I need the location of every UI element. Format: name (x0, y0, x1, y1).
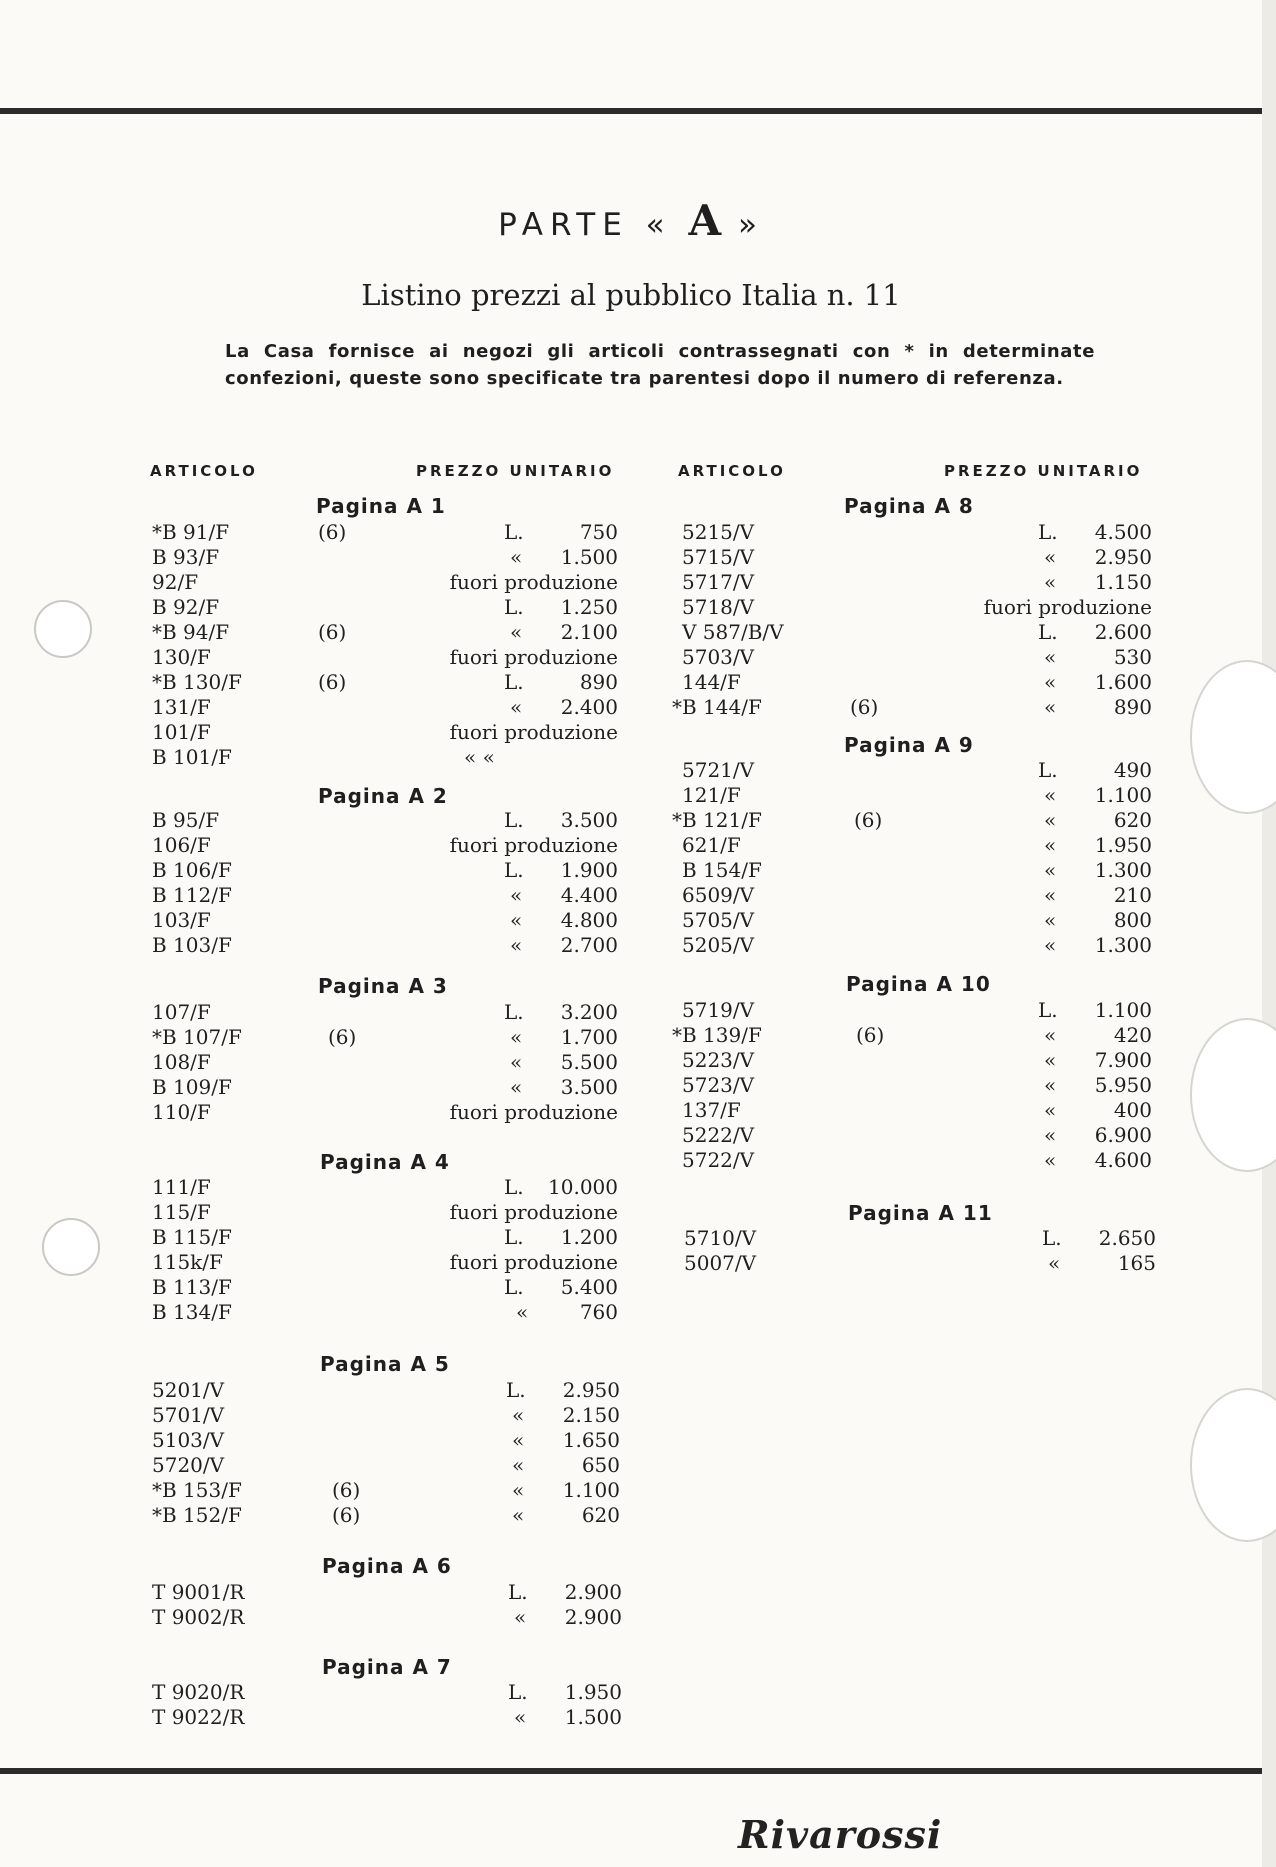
price-row (672, 545, 1152, 570)
article-code: 108/F (152, 1050, 211, 1074)
currency-mark: L. (504, 858, 524, 882)
page-edge (1262, 0, 1276, 1867)
price: 1.150 (1094, 570, 1152, 594)
currency-mark: L. (1038, 758, 1058, 782)
article-code: B 134/F (152, 1300, 232, 1324)
price-row (138, 570, 618, 595)
article-code: *B 153/F (152, 1478, 242, 1502)
price: 165 (1117, 1251, 1156, 1275)
price: 1.950 (564, 1680, 622, 1704)
price-row (672, 833, 1152, 858)
article-code: B 112/F (152, 883, 232, 907)
left-prezzo-header: PREZZO UNITARIO (416, 462, 615, 480)
currency-mark: « (1044, 1148, 1057, 1172)
section-title: Pagina A 2 (318, 784, 448, 808)
price-row (138, 670, 618, 695)
price: 2.100 (560, 620, 618, 644)
currency-mark: L. (508, 1580, 528, 1604)
section-title: Pagina A 7 (322, 1655, 452, 1679)
currency-mark: « (1044, 858, 1057, 882)
price-row (138, 595, 618, 620)
price: 800 (1113, 908, 1152, 932)
price: 6.900 (1094, 1123, 1152, 1147)
title-letter: A (688, 196, 722, 245)
section-title: Pagina A 1 (316, 494, 446, 518)
price-row (672, 808, 1152, 833)
price: 3.500 (560, 808, 618, 832)
currency-mark: « (510, 620, 523, 644)
article-code: 5723/V (682, 1073, 755, 1097)
article-code: T 9020/R (152, 1680, 245, 1704)
article-code: 5703/V (682, 645, 755, 669)
article-code: T 9022/R (152, 1705, 245, 1729)
currency-mark: « (1044, 645, 1057, 669)
currency-mark: « (512, 1478, 525, 1502)
article-code: 5722/V (682, 1148, 755, 1172)
currency-mark: « (1044, 545, 1057, 569)
currency-mark: « (1044, 833, 1057, 857)
status-note: fuori produzione (449, 1100, 618, 1124)
price: 1.500 (560, 545, 618, 569)
ditto-marks: « « (464, 745, 495, 769)
pack-size: (6) (856, 1023, 885, 1047)
price: 3.500 (560, 1075, 618, 1099)
price-row (672, 933, 1152, 958)
section-title: Pagina A 6 (322, 1554, 452, 1578)
price: 1.100 (1094, 998, 1152, 1022)
article-code: 5720/V (152, 1453, 225, 1477)
article-code: *B 144/F (672, 695, 762, 719)
status-note: fuori produzione (983, 595, 1152, 619)
section-title: Pagina A 5 (320, 1352, 450, 1376)
price: 2.400 (560, 695, 618, 719)
currency-mark: « (1048, 1251, 1061, 1275)
currency-mark: L. (504, 595, 524, 619)
currency-mark: « (1044, 695, 1057, 719)
price-row (672, 1048, 1152, 1073)
price-row (138, 1605, 622, 1630)
status-note: fuori produzione (449, 1250, 618, 1274)
price: 1.300 (1094, 858, 1152, 882)
binder-hole-top (34, 600, 92, 658)
article-code: *B 107/F (152, 1025, 242, 1049)
currency-mark: « (1044, 1123, 1057, 1147)
article-code: 5701/V (152, 1403, 225, 1427)
title-prefix: PARTE « (498, 207, 672, 243)
price-row (138, 1250, 618, 1275)
currency-mark: « (510, 908, 523, 932)
price-row (138, 908, 618, 933)
article-code: 5222/V (682, 1123, 755, 1147)
price: 10.000 (548, 1175, 618, 1199)
article-code: 121/F (682, 783, 741, 807)
article-code: B 106/F (152, 858, 232, 882)
article-code: 5103/V (152, 1428, 225, 1452)
left-price-column (138, 0, 622, 1867)
price-row (672, 998, 1152, 1023)
currency-mark: « (1044, 933, 1057, 957)
currency-mark: L. (1038, 620, 1058, 644)
price: 2.150 (562, 1403, 620, 1427)
price-row (138, 1075, 618, 1100)
currency-mark: « (1044, 883, 1057, 907)
price: 1.100 (562, 1478, 620, 1502)
price-row (672, 645, 1152, 670)
price-row (138, 808, 618, 833)
article-code: B 103/F (152, 933, 232, 957)
price: 5.950 (1094, 1073, 1152, 1097)
currency-mark: L. (504, 520, 524, 544)
price-row (138, 1175, 618, 1200)
price: 1.650 (562, 1428, 620, 1452)
pack-size: (6) (328, 1025, 357, 1049)
pack-size: (6) (318, 620, 347, 644)
price-row (672, 695, 1152, 720)
price-row (138, 1025, 618, 1050)
price: 400 (1113, 1098, 1152, 1122)
currency-mark: « (512, 1503, 525, 1527)
price-row (138, 858, 618, 883)
price-row (672, 883, 1152, 908)
article-code: *B 139/F (672, 1023, 762, 1047)
price: 1.950 (1094, 833, 1152, 857)
price-row (138, 1453, 620, 1478)
pack-size: (6) (850, 695, 879, 719)
article-code: 5007/V (684, 1251, 757, 1275)
price-row (138, 1300, 618, 1325)
price-row (138, 1580, 622, 1605)
price: 1.300 (1094, 933, 1152, 957)
currency-mark: L. (504, 1175, 524, 1199)
price: 1.600 (1094, 670, 1152, 694)
price: 2.950 (1094, 545, 1152, 569)
article-code: V 587/B/V (682, 620, 784, 644)
currency-mark: L. (504, 1000, 524, 1024)
currency-mark: « (1044, 1048, 1057, 1072)
currency-mark: L. (1038, 520, 1058, 544)
currency-mark: « (1044, 1023, 1057, 1047)
price: 4.500 (1094, 520, 1152, 544)
currency-mark: « (510, 883, 523, 907)
price-row (672, 783, 1152, 808)
price: 1.900 (560, 858, 618, 882)
price-row (138, 1503, 620, 1528)
price: 650 (581, 1453, 620, 1477)
section-title: Pagina A 3 (318, 974, 448, 998)
section-title: Pagina A 8 (844, 494, 974, 518)
price-row (672, 1098, 1152, 1123)
price-row (138, 720, 618, 745)
price-row (672, 570, 1152, 595)
pack-size: (6) (854, 808, 883, 832)
price: 760 (579, 1300, 618, 1324)
status-note: fuori produzione (449, 645, 618, 669)
currency-mark: « (512, 1428, 525, 1452)
price-row (138, 1000, 618, 1025)
currency-mark: « (516, 1300, 529, 1324)
price-row (138, 1705, 622, 1730)
binder-hole-bottom (42, 1218, 100, 1276)
binder-notch-2 (1190, 1018, 1276, 1172)
price-row (138, 1050, 618, 1075)
article-code: *B 152/F (152, 1503, 242, 1527)
article-code: B 93/F (152, 545, 220, 569)
article-code: *B 91/F (152, 520, 230, 544)
section-title: Pagina A 11 (848, 1201, 993, 1225)
price: 890 (1113, 695, 1152, 719)
article-code: 92/F (152, 570, 199, 594)
price-row (672, 1123, 1152, 1148)
price-row (138, 1403, 620, 1428)
price: 7.900 (1094, 1048, 1152, 1072)
pack-size: (6) (318, 520, 347, 544)
currency-mark: « (1044, 783, 1057, 807)
currency-mark: « (512, 1453, 525, 1477)
price: 3.200 (560, 1000, 618, 1024)
status-note: fuori produzione (449, 833, 618, 857)
article-code: B 113/F (152, 1275, 232, 1299)
currency-mark: « (510, 695, 523, 719)
price: 2.900 (564, 1580, 622, 1604)
price: 4.600 (1094, 1148, 1152, 1172)
price: 2.650 (1098, 1226, 1156, 1250)
price: 2.950 (562, 1378, 620, 1402)
article-code: 144/F (682, 670, 741, 694)
pack-size: (6) (332, 1503, 361, 1527)
price-row (138, 1478, 620, 1503)
article-code: 130/F (152, 645, 211, 669)
currency-mark: L. (504, 670, 524, 694)
price-row (672, 1148, 1152, 1173)
price-row (138, 545, 618, 570)
article-code: 6509/V (682, 883, 755, 907)
title-suffix: » (737, 207, 764, 243)
currency-mark: « (510, 1075, 523, 1099)
article-code: *B 130/F (152, 670, 242, 694)
intro-note: La Casa fornisce ai negozi gli articoli contrassegnati con * in determinate confezioni, queste sono specificate tra parentesi dopo il numero di referenza. (225, 341, 1095, 389)
subtitle: Listino prezzi al pubblico Italia n. 11 (361, 278, 901, 312)
price-row (672, 595, 1152, 620)
price: 2.700 (560, 933, 618, 957)
currency-mark: L. (506, 1378, 526, 1402)
price: 1.200 (560, 1225, 618, 1249)
price: 890 (579, 670, 618, 694)
price: 4.400 (560, 883, 618, 907)
price-row (138, 695, 618, 720)
price-row (138, 1275, 618, 1300)
status-note: fuori produzione (449, 570, 618, 594)
price: 5.500 (560, 1050, 618, 1074)
currency-mark: L. (504, 1275, 524, 1299)
article-code: 5705/V (682, 908, 755, 932)
article-code: 5205/V (682, 933, 755, 957)
article-code: T 9001/R (152, 1580, 245, 1604)
currency-mark: L. (508, 1680, 528, 1704)
price-row (672, 908, 1152, 933)
price-row (138, 1680, 622, 1705)
pack-size: (6) (318, 670, 347, 694)
status-note: fuori produzione (449, 720, 618, 744)
currency-mark: L. (504, 808, 524, 832)
article-code: 137/F (682, 1098, 741, 1122)
article-code: T 9002/R (152, 1605, 245, 1629)
article-code: 106/F (152, 833, 211, 857)
article-code: 5717/V (682, 570, 755, 594)
price-row (138, 883, 618, 908)
price: 530 (1113, 645, 1152, 669)
article-code: 5715/V (682, 545, 755, 569)
article-code: B 95/F (152, 808, 220, 832)
currency-mark: « (1044, 670, 1057, 694)
currency-mark: « (512, 1403, 525, 1427)
price-row (138, 1428, 620, 1453)
left-articolo-header: ARTICOLO (150, 462, 258, 480)
article-code: 5215/V (682, 520, 755, 544)
price: 1.500 (564, 1705, 622, 1729)
status-note: fuori produzione (449, 1200, 618, 1224)
currency-mark: « (510, 1025, 523, 1049)
article-code: 5721/V (682, 758, 755, 782)
price: 750 (579, 520, 618, 544)
article-code: B 101/F (152, 745, 232, 769)
price-row (672, 670, 1152, 695)
price: 5.400 (560, 1275, 618, 1299)
article-code: 5718/V (682, 595, 755, 619)
price-row (672, 1023, 1152, 1048)
currency-mark: « (1044, 1073, 1057, 1097)
price: 490 (1113, 758, 1152, 782)
price-row (138, 833, 618, 858)
binder-notch-3 (1190, 1388, 1276, 1542)
currency-mark: L. (1038, 998, 1058, 1022)
currency-mark: « (510, 933, 523, 957)
price-row (138, 745, 618, 770)
article-code: 621/F (682, 833, 741, 857)
currency-mark: « (510, 1050, 523, 1074)
price-row (138, 645, 618, 670)
currency-mark: « (1044, 570, 1057, 594)
article-code: B 109/F (152, 1075, 232, 1099)
price-row (672, 620, 1152, 645)
price-row (138, 520, 618, 545)
price: 420 (1113, 1023, 1152, 1047)
currency-mark: L. (1042, 1226, 1062, 1250)
article-code: 5710/V (684, 1226, 757, 1250)
price-row (672, 858, 1152, 883)
price-row (138, 1378, 620, 1403)
section-title: Pagina A 4 (320, 1150, 450, 1174)
price: 1.100 (1094, 783, 1152, 807)
currency-mark: « (1044, 908, 1057, 932)
section-title: Pagina A 9 (844, 733, 974, 757)
price-row (138, 1100, 618, 1125)
price: 4.800 (560, 908, 618, 932)
binder-notch-1 (1190, 660, 1276, 814)
price-row (138, 933, 618, 958)
currency-mark: « (514, 1605, 527, 1629)
price-row (672, 758, 1152, 783)
currency-mark: « (510, 545, 523, 569)
article-code: 110/F (152, 1100, 211, 1124)
article-code: 115/F (152, 1200, 211, 1224)
price-row (138, 1225, 618, 1250)
article-code: 115k/F (152, 1250, 223, 1274)
pack-size: (6) (332, 1478, 361, 1502)
price: 620 (581, 1503, 620, 1527)
article-code: 131/F (152, 695, 211, 719)
price-row (138, 1200, 618, 1225)
price-row (672, 1226, 1156, 1251)
article-code: 5719/V (682, 998, 755, 1022)
right-articolo-header: ARTICOLO (678, 462, 786, 480)
article-code: 5201/V (152, 1378, 225, 1402)
price-row (672, 1251, 1156, 1276)
article-code: 101/F (152, 720, 211, 744)
price: 620 (1113, 808, 1152, 832)
price: 2.900 (564, 1605, 622, 1629)
price-row (138, 620, 618, 645)
article-code: B 92/F (152, 595, 220, 619)
currency-mark: L. (504, 1225, 524, 1249)
price-row (672, 520, 1152, 545)
article-code: 107/F (152, 1000, 211, 1024)
currency-mark: « (1044, 1098, 1057, 1122)
price: 1.250 (560, 595, 618, 619)
article-code: *B 121/F (672, 808, 762, 832)
rivarossi-logo: Rivarossi (738, 1812, 943, 1857)
currency-mark: « (514, 1705, 527, 1729)
article-code: 103/F (152, 908, 211, 932)
price: 210 (1113, 883, 1152, 907)
article-code: *B 94/F (152, 620, 230, 644)
price: 1.700 (560, 1025, 618, 1049)
article-code: B 115/F (152, 1225, 232, 1249)
article-code: 111/F (152, 1175, 211, 1199)
price-row (672, 1073, 1152, 1098)
section-title: Pagina A 10 (846, 972, 991, 996)
currency-mark: « (1044, 808, 1057, 832)
article-code: 5223/V (682, 1048, 755, 1072)
right-prezzo-header: PREZZO UNITARIO (944, 462, 1143, 480)
price: 2.600 (1094, 620, 1152, 644)
right-price-column (672, 0, 1156, 1867)
article-code: B 154/F (682, 858, 762, 882)
